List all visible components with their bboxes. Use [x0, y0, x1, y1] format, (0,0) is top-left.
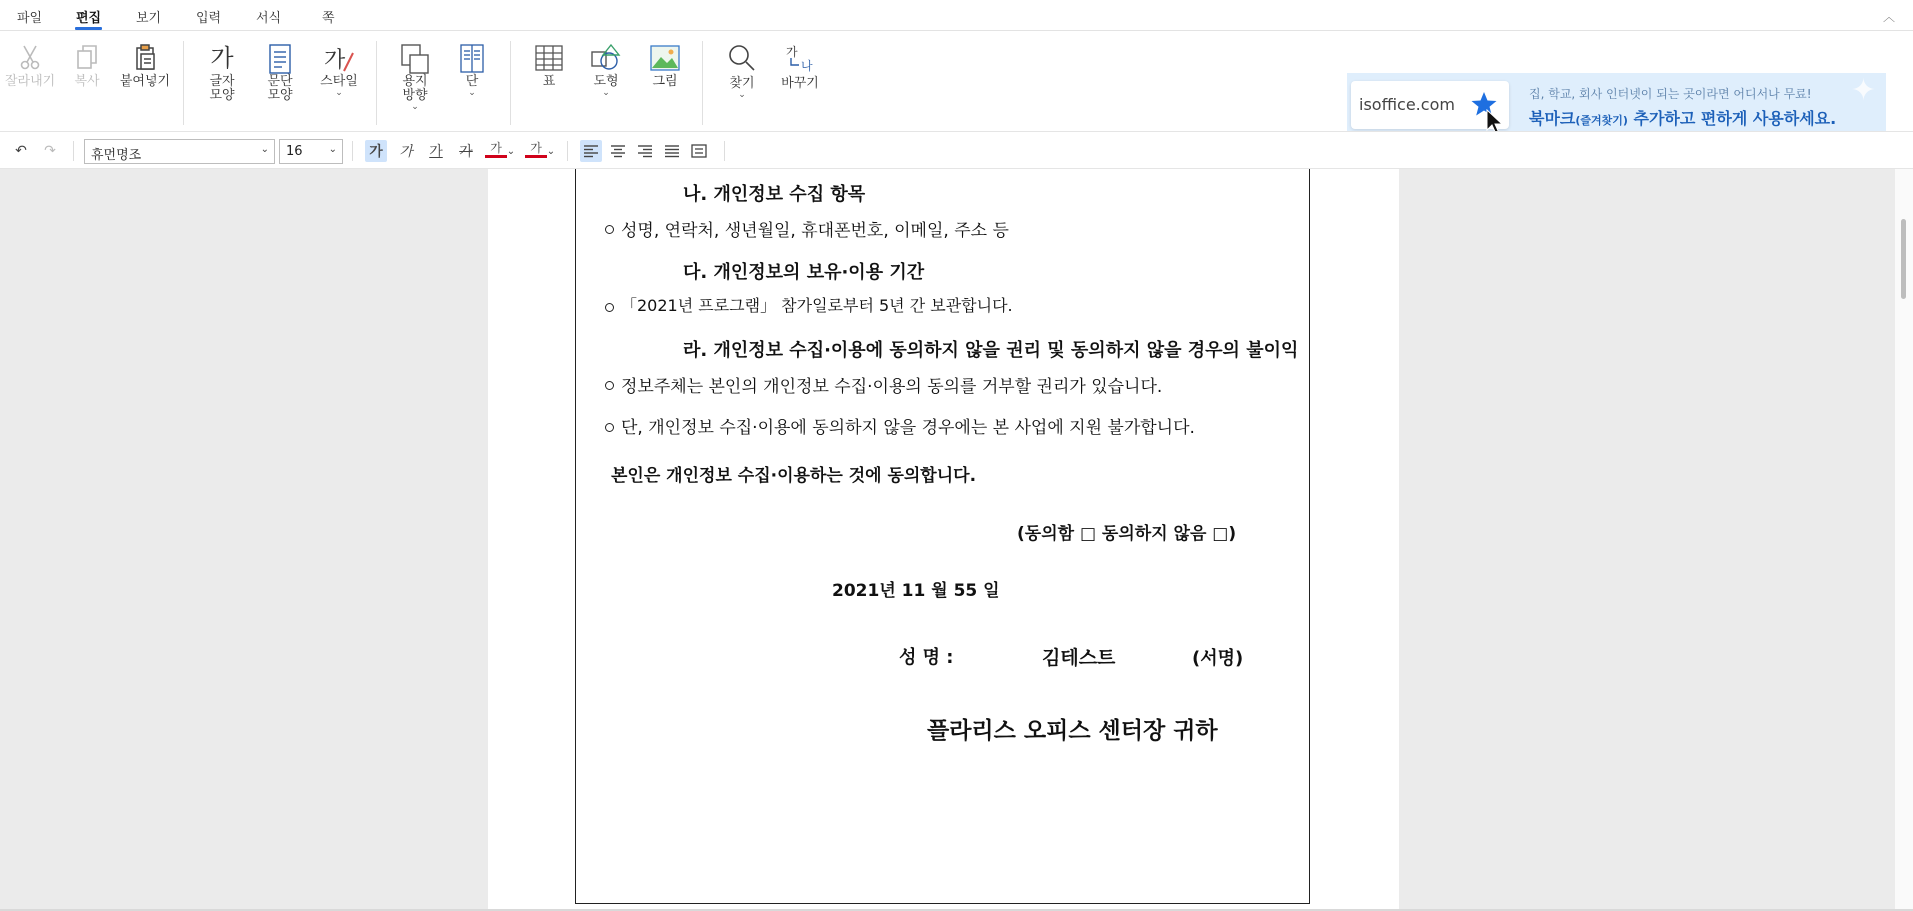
align-left-button[interactable]: [580, 140, 602, 162]
menu-insert[interactable]: 입력: [196, 11, 222, 26]
style-icon: [322, 43, 356, 75]
menu-page[interactable]: 쪽: [322, 11, 335, 26]
vertical-scrollbar[interactable]: [1895, 169, 1913, 911]
menu-bar: [0, 0, 1913, 31]
menu-view[interactable]: 보기: [136, 11, 162, 26]
section-heading-na: 나. 개인정보 수집 항목: [683, 184, 866, 205]
ad-url: isoffice.com: [1359, 95, 1455, 114]
sparkle-icon: ✦: [1850, 73, 1876, 108]
image-icon: [649, 43, 681, 73]
chevron-down-icon[interactable]: ⌄: [546, 145, 556, 157]
shapes-icon: [589, 43, 623, 73]
scissors-icon: [17, 43, 43, 71]
chevron-down-icon: ⌄: [260, 144, 269, 155]
toolbar-separator: [724, 141, 725, 161]
align-center-button[interactable]: [607, 140, 629, 162]
distribute-button[interactable]: [688, 140, 710, 162]
chevron-down-icon: ⌄: [411, 102, 419, 112]
date-line: 2021년 11 월 55 일: [832, 581, 1000, 601]
section-heading-da: 다. 개인정보의 보유·이용 기간: [683, 262, 925, 283]
bold-button[interactable]: 가: [365, 140, 387, 162]
style-button[interactable]: 가 스타일 ⌄: [316, 43, 362, 97]
bullet-icon: [605, 303, 614, 312]
paper-orientation-icon: [399, 43, 431, 75]
consent-statement: 본인은 개인정보 수집·이용하는 것에 동의합니다.: [611, 466, 977, 486]
paragraph-icon: [267, 43, 293, 75]
font-color-button[interactable]: 가: [485, 140, 507, 158]
chevron-down-icon: ⌄: [335, 88, 343, 98]
replace-button[interactable]: 가 나 바꾸기: [781, 45, 819, 91]
ribbon-separator: [510, 41, 511, 125]
consent-checkboxes: (동의함 □ 동의하지 않음 □): [1017, 524, 1237, 544]
distribute-icon: [691, 144, 707, 158]
columns-icon: [459, 43, 485, 75]
ad-cta: 북마크(즐겨찾기) 추가하고 편하게 사용하세요.: [1529, 109, 1837, 128]
copy-icon: [74, 43, 100, 71]
table-icon: [534, 43, 564, 73]
ribbon-separator: [183, 41, 184, 125]
body-text-ra-2: 단, 개인정보 수집·이용에 동의하지 않을 경우에는 본 사업에 지원 불가합니다.: [621, 418, 1195, 438]
cut-button[interactable]: 잘라내기: [5, 43, 55, 89]
toolbar-separator: [73, 141, 74, 161]
align-center-icon: [610, 144, 626, 158]
section-heading-ra: 라. 개인정보 수집·이용에 동의하지 않을 권리 및 동의하지 않을 경우의 불이익: [683, 340, 1299, 361]
chevron-down-icon: ⌄: [328, 144, 337, 155]
column-button[interactable]: 단 ⌄: [457, 43, 487, 97]
format-toolbar: [0, 131, 1913, 169]
name-label: 성 명 :: [899, 647, 954, 668]
menu-edit[interactable]: 편집: [76, 7, 101, 26]
justify-button[interactable]: [661, 140, 683, 162]
highlight-color-button[interactable]: 가: [525, 140, 547, 158]
ribbon: [0, 31, 1913, 131]
bullet-icon: [605, 381, 614, 390]
chevron-down-icon: ⌄: [602, 88, 610, 98]
justify-icon: [664, 144, 680, 158]
paper-direction-button[interactable]: 용지 방향 ⌄: [397, 43, 433, 111]
redo-icon[interactable]: ↷: [44, 143, 56, 159]
undo-icon[interactable]: ↶: [15, 143, 27, 159]
ribbon-separator: [702, 41, 703, 125]
shape-button[interactable]: 도형 ⌄: [588, 43, 624, 97]
svg-text:가: 가: [324, 48, 346, 73]
svg-text:가: 가: [786, 45, 798, 59]
toolbar-separator: [567, 141, 568, 161]
document-workspace: [0, 169, 1895, 909]
scrollbar-thumb[interactable]: [1901, 219, 1906, 299]
underline-button[interactable]: 가: [429, 144, 443, 160]
toolbar-separator: [352, 141, 353, 161]
svg-text:나: 나: [801, 59, 813, 73]
char-shape-icon: 가: [210, 44, 234, 72]
picture-button[interactable]: 그림: [648, 43, 682, 89]
replace-icon: [782, 43, 818, 73]
document-border-box: [575, 169, 1310, 904]
clipboard-icon: [131, 43, 159, 71]
menu-format[interactable]: 서식: [256, 11, 282, 26]
chevron-up-icon[interactable]: ︿: [1882, 10, 1895, 24]
body-text-na: 성명, 연락처, 생년월일, 휴대폰번호, 이메일, 주소 등: [621, 221, 1009, 241]
align-right-icon: [637, 144, 653, 158]
menu-file[interactable]: 파일: [17, 11, 43, 26]
body-text-ra-1: 정보주체는 본인의 개인정보 수집·이용의 동의를 거부할 권리가 있습니다.: [621, 377, 1163, 397]
table-button[interactable]: 표: [532, 43, 566, 89]
char-shape-button[interactable]: 가 글자 모양: [204, 43, 240, 103]
paste-button[interactable]: 붙여넣기: [117, 43, 173, 89]
align-left-icon: [583, 144, 599, 158]
font-size-select[interactable]: 16 ⌄: [279, 139, 343, 164]
para-shape-button[interactable]: 문단 모양: [262, 43, 298, 103]
search-icon: [727, 43, 757, 73]
italic-button[interactable]: 가: [399, 144, 413, 160]
strikethrough-button[interactable]: 가: [459, 144, 473, 160]
bullet-icon: [605, 423, 614, 432]
document-page[interactable]: [488, 169, 1399, 909]
ad-headline: 집, 학교, 회사 인터넷이 되는 곳이라면 어디서나 무료!: [1529, 87, 1812, 101]
font-family-select[interactable]: 휴먼명조 ⌄: [84, 139, 275, 164]
signature-label: (서명): [1192, 648, 1244, 669]
body-text-da: 「2021년 프로그램」 참가일로부터 5년 간 보관합니다.: [621, 296, 1013, 315]
name-value: 김테스트: [1042, 647, 1116, 669]
ribbon-separator: [376, 41, 377, 125]
chevron-down-icon[interactable]: ⌄: [506, 145, 516, 157]
bullet-icon: [605, 225, 614, 234]
copy-button[interactable]: 복사: [62, 43, 112, 89]
align-right-button[interactable]: [634, 140, 656, 162]
find-button[interactable]: 찾기 ⌄: [725, 43, 759, 99]
chevron-down-icon: ⌄: [468, 88, 476, 98]
recipient-line: 플라리스 오피스 센터장 귀하: [927, 718, 1218, 744]
chevron-down-icon: ⌄: [738, 90, 746, 100]
